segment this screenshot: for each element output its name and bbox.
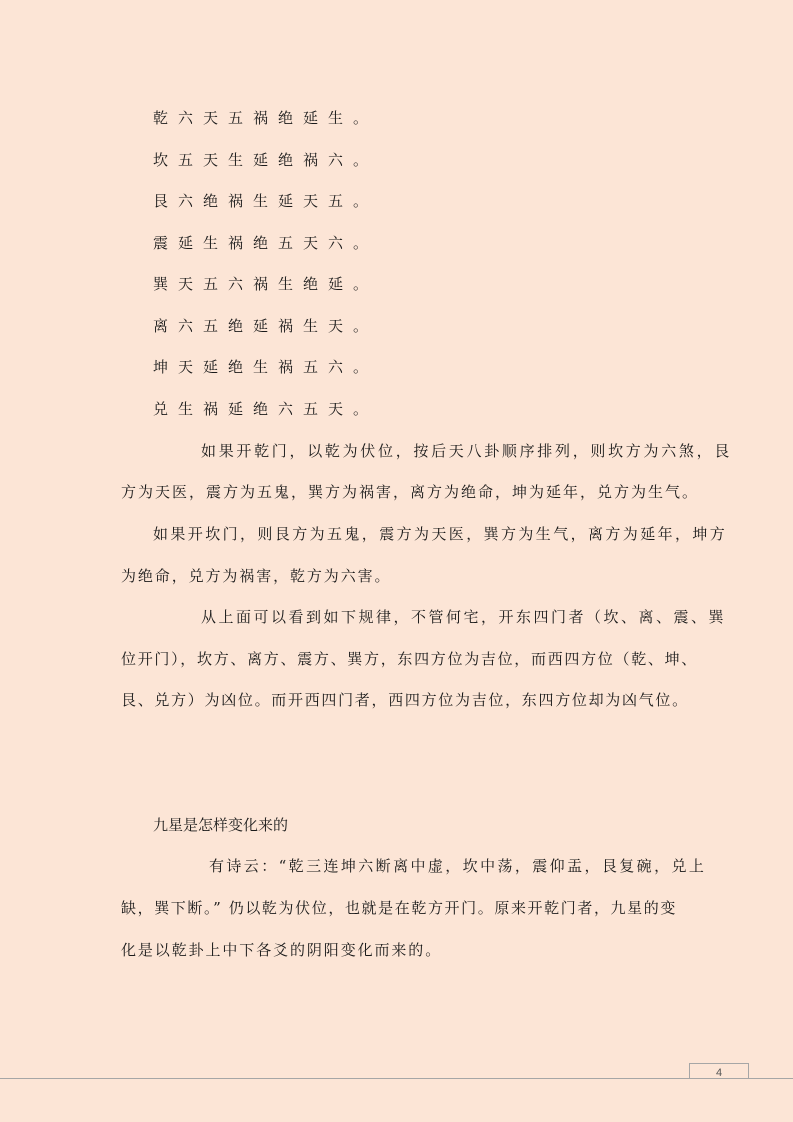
paragraph-3-line-1: 从上面可以看到如下规律，不管何宅，开东四门者（坎、离、震、巽 (201, 608, 727, 626)
paragraph-3-line-3: 艮、兑方）为凶位。而开西四门者，西四方位为吉位，东四方位却为凶气位。 (121, 691, 689, 709)
table-line-dui: 兑生祸延绝六五天。 (153, 400, 379, 418)
paragraph-4-line-2: 缺，巽下断。” 仍以乾为伏位，也就是在乾方开门。原来开乾门者，九星的变 (121, 899, 677, 917)
paragraph-2-line-1: 如果开坎门，则艮方为五鬼，震方为天医，巽方为生气，离方为延年，坤方 (153, 525, 728, 543)
paragraph-4-line-1: 有诗云：“乾三连坤六断离中虚，坎中荡，震仰盂，艮复碗，兑上 (209, 857, 707, 875)
paragraph-2-line-2: 为绝命，兑方为祸害，乾方为六害。 (121, 567, 392, 585)
table-line-qian: 乾六天五祸绝延生。 (153, 109, 379, 127)
table-line-li: 离六五绝延祸生天。 (153, 317, 379, 335)
table-line-gen: 艮六绝祸生延天五。 (153, 192, 379, 210)
paragraph-1-line-1: 如果开乾门，以乾为伏位，按后天八卦顺序排列，则坎方为六煞，艮 (201, 442, 733, 460)
paragraph-1-line-2: 方为天医，震方为五鬼，巽方为祸害，离方为绝命，坤为延年，兑方为生气。 (121, 483, 700, 501)
footer-rule (0, 1078, 793, 1079)
paragraph-3-line-2: 位开门），坎方、离方、震方、巽方，东四方位为吉位，而西四方位（乾、坤、 (121, 650, 699, 668)
table-line-kun: 坤天延绝生祸五六。 (153, 358, 379, 376)
table-line-kan: 坎五天生延绝祸六。 (153, 151, 379, 169)
table-line-xun: 巽天五六祸生绝延。 (153, 275, 379, 293)
page-number: 4 (715, 1067, 723, 1079)
paragraph-4-line-3: 化是以乾卦上中下各爻的阴阳变化而来的。 (121, 941, 443, 959)
table-line-zhen: 震延生祸绝五天六。 (153, 234, 379, 252)
section-title: 九星是怎样变化来的 (153, 816, 289, 834)
